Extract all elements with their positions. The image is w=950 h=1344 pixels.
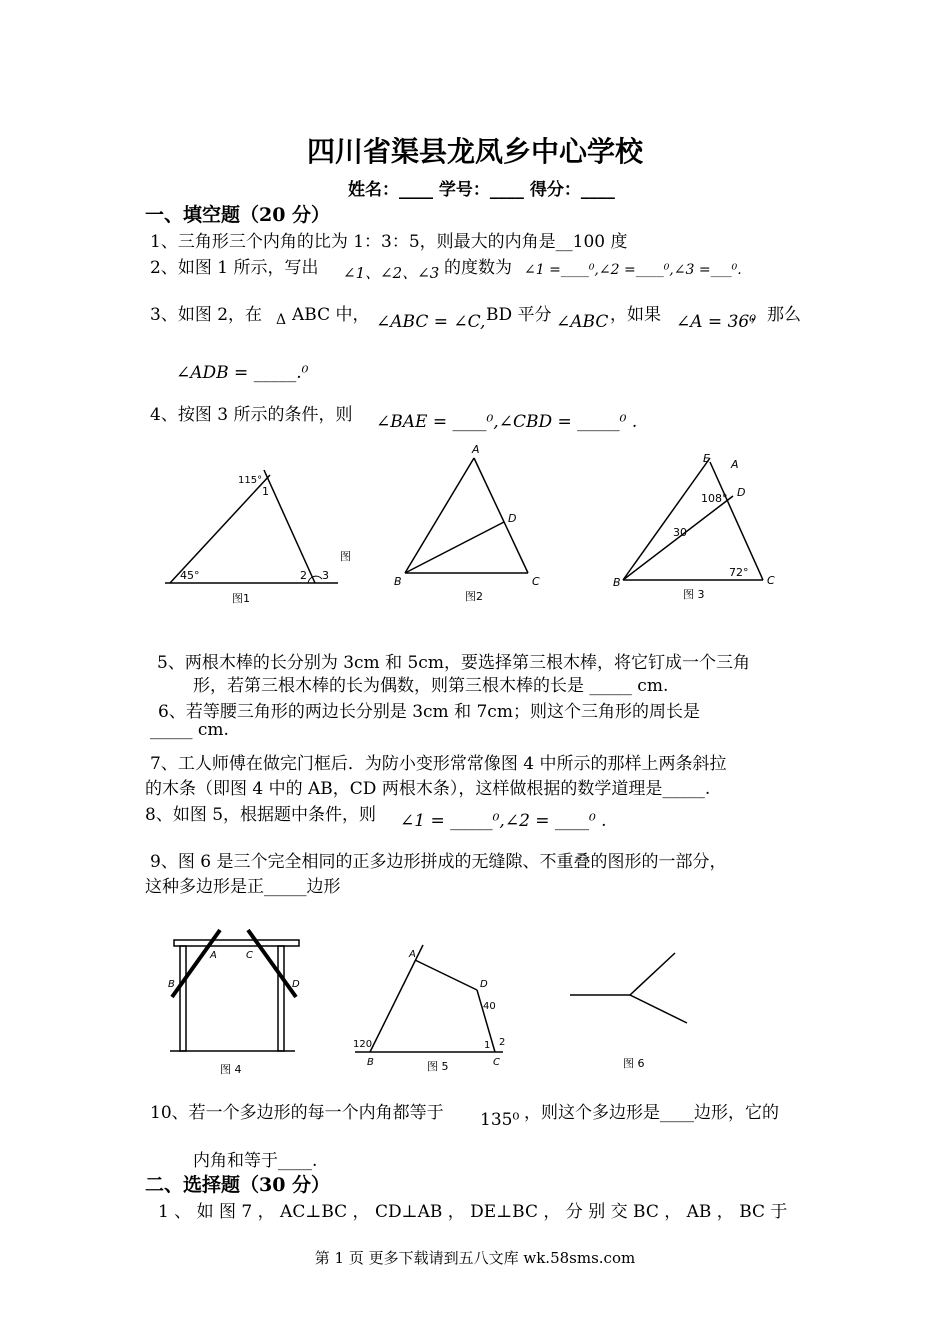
fig5-label-b: B bbox=[367, 1057, 374, 1068]
fig4-left-post bbox=[180, 946, 186, 1051]
fig1-label-3: 3 bbox=[322, 569, 329, 582]
fig5-label-2: 2 bbox=[499, 1037, 506, 1048]
q3-eq: ∠ABC = ∠C, bbox=[376, 312, 486, 332]
q9-line1: 9、图 6 是三个完全相同的正多边形拼成的无缝隙、不重叠的图形的一部分， bbox=[150, 852, 727, 872]
fig6-edge-down bbox=[630, 995, 687, 1023]
q3-ruguo: ，如果 bbox=[610, 305, 661, 325]
fig4-top-beam bbox=[174, 940, 299, 946]
q3-abc2: ∠ABC bbox=[556, 312, 609, 332]
fig2-ac bbox=[474, 458, 528, 573]
fig2-label-a: A bbox=[472, 443, 480, 456]
page-footer: 第 1 页 更多下载请到五八文库 wk.58sms.com bbox=[314, 1249, 636, 1267]
fig2-label-b: B bbox=[394, 575, 402, 588]
section1-heading: 一、填空题（20 分） bbox=[145, 204, 331, 226]
q3-bd: BD 平分 bbox=[486, 305, 552, 325]
fig5-angle-40: 40 bbox=[483, 1001, 496, 1012]
q9-line2: 这种多边形是正_____边形 bbox=[145, 877, 341, 897]
fig2-caption: 图2 bbox=[465, 590, 483, 603]
figure-1 bbox=[160, 455, 370, 610]
fig2-label-d: D bbox=[508, 512, 517, 525]
page-title: 四川省渠县龙凤乡中心学校 bbox=[306, 135, 643, 168]
q3-triangle-symbol: Δ bbox=[276, 312, 287, 328]
fig3-label-c: C bbox=[767, 574, 775, 587]
figure-6 bbox=[565, 945, 695, 1075]
fig3-label-b: B bbox=[613, 576, 621, 589]
fig3-angle-72: 72° bbox=[729, 566, 749, 579]
fig5-ab bbox=[370, 945, 423, 1052]
fig1-angle-left: 45° bbox=[180, 569, 200, 582]
fig5-angle-120: 120 bbox=[353, 1039, 373, 1050]
q5-line2: 形，若第三根木棒的长为偶数，则第三根木棒的长是 _____ cm. bbox=[193, 676, 669, 696]
fig3-caption: 图 3 bbox=[683, 588, 705, 601]
fig6-edge-up bbox=[630, 953, 675, 995]
fig5-ad bbox=[415, 960, 477, 990]
q5-line1: 5、两根木棒的长分别为 3cm 和 5cm，要选择第三根木棒，将它钉成一个三角 bbox=[157, 653, 750, 673]
fig3-angle-108: 108° bbox=[701, 492, 728, 505]
fig3-be bbox=[623, 458, 710, 580]
q4-blanks: ∠BAE = ____⁰,∠CBD = _____⁰ . bbox=[376, 412, 638, 432]
q2-text: 2、如图 1 所示，写出 bbox=[150, 258, 319, 278]
q6-line1: 6、若等腰三角形的两边长分别是 3cm 和 7cm；则这个三角形的周长是 bbox=[158, 702, 700, 722]
fig5-caption: 图 5 bbox=[427, 1060, 449, 1073]
q2-blanks: ∠1 =____⁰,∠2 =____⁰,∠3 =___⁰. bbox=[524, 262, 742, 278]
q10-degree: 135⁰ bbox=[480, 1110, 520, 1130]
q2-tail: 的度数为 bbox=[444, 258, 512, 278]
q10-text: 10、若一个多边形的每一个内角都等于 bbox=[150, 1103, 444, 1123]
fig3-angle-30: 30 bbox=[673, 526, 687, 539]
fig4-label-b: B bbox=[168, 979, 175, 990]
fig5-label-c: C bbox=[493, 1057, 500, 1068]
fig1-left-side bbox=[170, 475, 270, 583]
q6-line2: _____ cm. bbox=[150, 720, 229, 740]
q3-name: ，那么 bbox=[750, 305, 801, 325]
fig5-label-d: D bbox=[480, 979, 488, 990]
q2-angles: ∠1、∠2、∠3 bbox=[343, 264, 440, 282]
fig1-caption: 图1 bbox=[232, 592, 250, 605]
q7-line1: 7、工人师傅在做完门框后．为防小变形常常像图 4 中所示的那样上两条斜拉 bbox=[150, 754, 727, 774]
fig3-ac bbox=[710, 462, 763, 580]
fig5-label-1: 1 bbox=[484, 1040, 491, 1051]
fig5-label-a: A bbox=[409, 949, 416, 960]
fig6-caption: 图 6 bbox=[623, 1057, 645, 1070]
q10-tail: ，则这个多边形是____边形，它的 bbox=[524, 1103, 779, 1123]
fig4-label-c: C bbox=[246, 950, 253, 961]
fig1-label-1: 1 bbox=[262, 485, 269, 498]
section2-q1: 1 、 如 图 7 ， AC⊥BC ， CD⊥AB ， DE⊥BC ， 分 别 交 BC ， AB ， BC 于 bbox=[158, 1202, 788, 1222]
fig1-right-side bbox=[264, 470, 315, 583]
q8-text: 8、如图 5，根据题中条件，则 bbox=[145, 805, 377, 825]
figure-5 bbox=[345, 935, 520, 1080]
q3-text: 3、如图 2，在 bbox=[150, 305, 263, 325]
fig1-angle-top: 115° bbox=[238, 475, 263, 486]
section2-heading: 二、选择题（30 分） bbox=[145, 1174, 331, 1196]
fig2-label-c: C bbox=[532, 575, 540, 588]
fig3-label-e: E bbox=[703, 452, 710, 465]
fig4-right-post bbox=[278, 946, 284, 1051]
q10-line2: 内角和等于____. bbox=[193, 1151, 318, 1171]
figure-3 bbox=[605, 448, 790, 608]
fig4-label-d: D bbox=[292, 979, 300, 990]
fig4-label-a: A bbox=[210, 950, 217, 961]
q4-text: 4、按图 3 所示的条件，则 bbox=[150, 405, 353, 425]
fig1-side-label: 图 bbox=[340, 550, 351, 563]
figure-4 bbox=[160, 925, 310, 1080]
fig4-caption: 图 4 bbox=[220, 1063, 242, 1076]
student-info: 姓名：____ 学号：____ 得分：____ bbox=[348, 180, 615, 200]
q7-line2: 的木条（即图 4 中的 AB，CD 两根木条），这样做根据的数学道理是_____. bbox=[145, 779, 711, 799]
fig1-label-2: 2 bbox=[300, 569, 307, 582]
q8-blanks: ∠1 = _____⁰,∠2 = ____⁰ . bbox=[400, 811, 607, 831]
q1: 1、三角形三个内角的比为 1：3：5，则最大的内角是__100 度 bbox=[150, 232, 628, 252]
fig3-label-d: D bbox=[737, 486, 746, 499]
q3-a36: ∠A = 36⁰ bbox=[676, 312, 757, 332]
q3-adb: ∠ADB = _____.⁰ bbox=[176, 363, 309, 383]
figure-2 bbox=[390, 440, 550, 610]
q3-abc: ABC 中， bbox=[292, 305, 370, 325]
fig3-label-a: A bbox=[731, 458, 739, 471]
